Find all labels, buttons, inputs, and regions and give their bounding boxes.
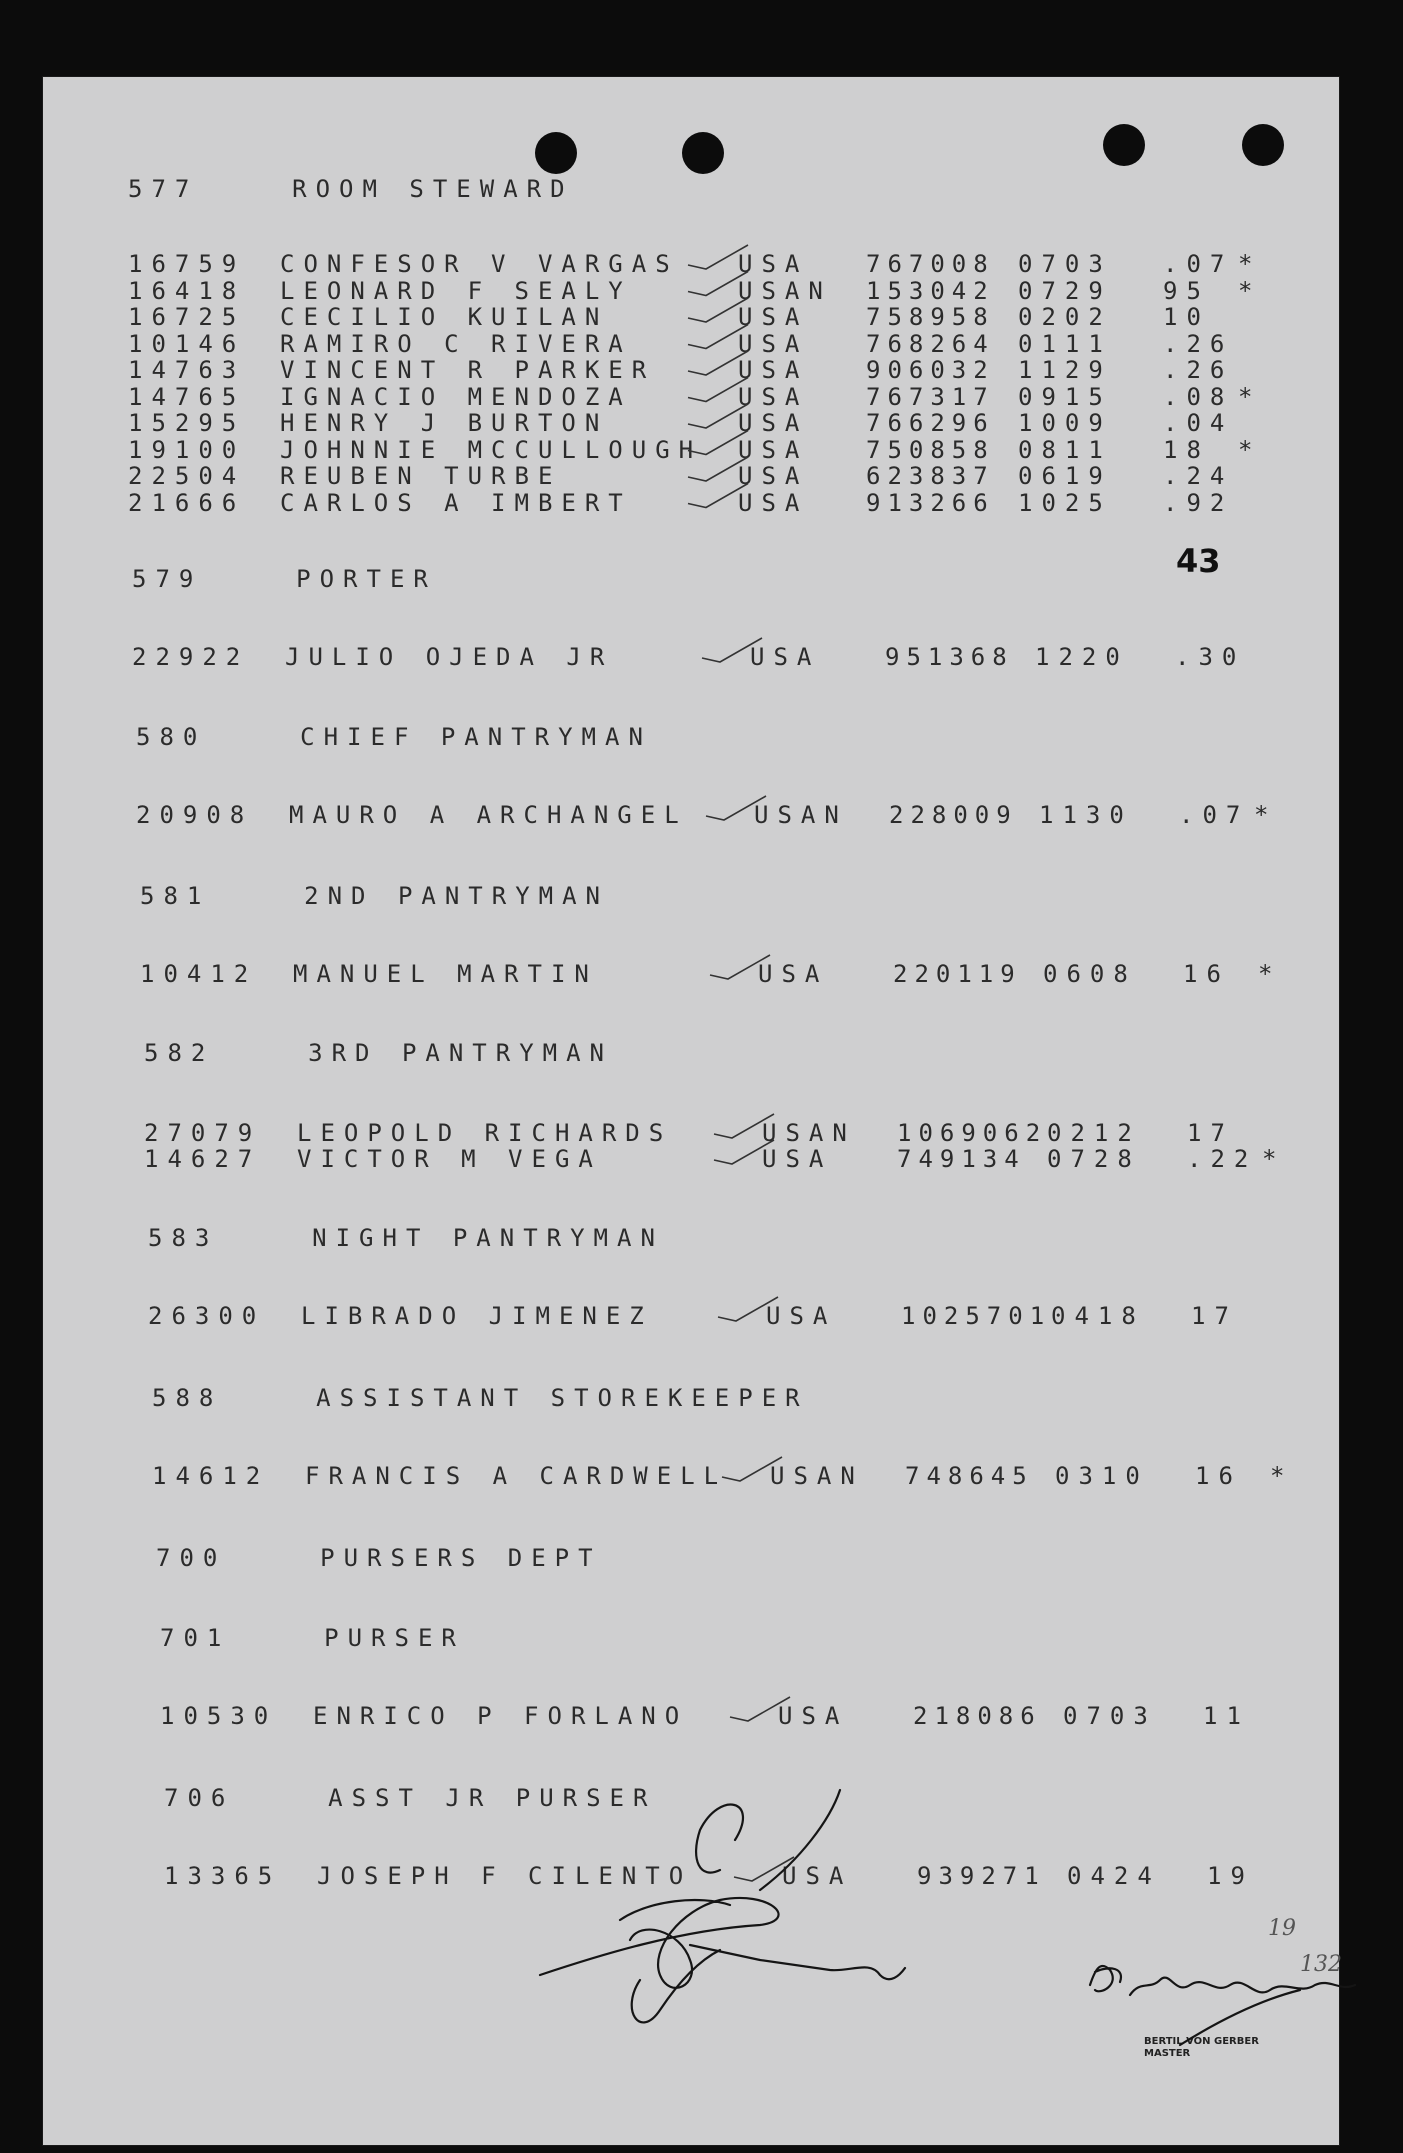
section-heading [140,883,609,909]
crew-wage: .92 [1163,488,1234,517]
crew-nat: USAN [754,801,848,829]
crew-wage: 11 [1203,1702,1250,1730]
master-title-label: MASTER [1144,2048,1191,2059]
crew-id: 14627 [144,1145,262,1173]
crew-id: 10530 [160,1702,278,1730]
crew-id: 22922 [132,643,250,671]
section-code: 706 [164,1784,235,1812]
crew-num: 939271 [917,1862,1046,1890]
crew-nat: USA [766,1302,837,1330]
crew-star: * [1238,435,1262,464]
crew-star: * [1238,276,1262,305]
crew-name: MAURO A ARCHANGEL [289,801,688,829]
punch-hole [535,132,577,174]
crew-wage: 18 [1163,435,1210,464]
crew-id: 22504 [128,462,246,490]
crew-num: 767317 [866,382,995,411]
section-heading [128,176,574,202]
section-title: ASSISTANT STOREKEEPER [316,1384,809,1412]
section-heading [152,1385,809,1411]
crew-star: * [1238,250,1262,278]
crew-num: 153042 [866,276,995,305]
crew-num: 913266 [866,488,995,517]
section-title: ROOM STEWARD [292,175,574,203]
section-heading [164,1785,656,1811]
crew-nat: USA [738,435,809,464]
crew-name: FRANCIS A CARDWELL [305,1462,728,1490]
section-heading [160,1625,465,1651]
crew-star: * [1254,801,1278,829]
crew-nat: USA [738,462,809,490]
crew-num: 767008 [866,250,995,278]
crew-wage: 16 [1183,960,1230,988]
crew-nat: USA [758,960,829,988]
crew-num: 1025701 [901,1302,1052,1330]
crew-date: 0703 [1018,250,1112,278]
crew-nat: USAN [762,1119,856,1147]
crew-num: 228009 [889,801,1018,829]
crew-name: VICTOR M VEGA [297,1145,602,1173]
crew-date: 1130 [1039,801,1133,829]
section-title: PORTER [296,565,437,593]
crew-date: 0608 [1043,960,1137,988]
crew-id: 16418 [128,276,246,305]
crew-date: 0202 [1018,303,1112,331]
crew-wage: .26 [1163,329,1234,358]
section-title: ASST JR PURSER [328,1784,657,1812]
crew-name: RAMIRO C RIVERA [280,329,632,358]
crew-date: 0811 [1018,435,1112,464]
crew-wage: 17 [1191,1302,1238,1330]
section-code: 583 [148,1224,219,1252]
crew-wage: .24 [1163,462,1234,490]
section-title: 3RD PANTRYMAN [308,1039,613,1067]
crew-name: LEONARD F SEALY [280,276,632,305]
crew-id: 14612 [152,1462,270,1490]
crew-date: 0703 [1063,1702,1157,1730]
crew-id: 14763 [128,356,246,384]
page-number: 43 [1176,542,1221,580]
punch-hole [1242,124,1284,166]
crew-nat: USA [738,250,809,278]
crew-wage: 17 [1187,1119,1234,1147]
crew-wage: 95 [1163,276,1210,305]
crew-name: LIBRADO JIMENEZ [301,1302,653,1330]
section-heading [132,566,437,592]
crew-wage: 19 [1207,1862,1254,1890]
crew-name: IGNACIO MENDOZA [280,382,632,411]
section-title: PURSER [324,1624,465,1652]
crew-name: REUBEN TURBE [280,462,562,490]
crew-num: 906032 [866,356,995,384]
crew-wage: .07 [1179,801,1250,829]
crew-name: LEOPOLD RICHARDS [297,1119,673,1147]
crew-id: 16759 [128,250,246,278]
crew-date: 1129 [1018,356,1112,384]
crew-num: 766296 [866,409,995,437]
crew-name: MANUEL MARTIN [293,960,598,988]
crew-wage: .04 [1163,409,1234,437]
crew-date: 0424 [1067,1862,1161,1890]
crew-star: * [1270,1462,1294,1490]
crew-date: 0111 [1018,329,1112,358]
crew-num: 218086 [913,1702,1042,1730]
crew-name: ENRICO P FORLANO [313,1702,689,1730]
master-name-label: BERTIL VON GERBER [1144,2036,1259,2047]
crew-nat: USA [738,488,809,517]
punch-hole [1103,124,1145,166]
crew-nat: USA [738,409,809,437]
crew-name: JOHNNIE MCCULLOUGH [280,435,703,464]
crew-date: 0915 [1018,382,1112,411]
section-title: CHIEF PANTRYMAN [300,723,652,751]
section-code: 582 [144,1039,215,1067]
section-code: 588 [152,1384,223,1412]
crew-date: 1220 [1035,643,1129,671]
crew-name: VINCENT R PARKER [280,356,656,384]
section-heading [136,724,652,750]
crew-date: 0728 [1047,1145,1141,1173]
crew-id: 27079 [144,1119,262,1147]
crew-date: 0310 [1055,1462,1149,1490]
crew-star: * [1262,1145,1286,1173]
crew-name: CECILIO KUILAN [280,303,609,331]
crew-num: 758958 [866,303,995,331]
crew-nat: USA [738,356,809,384]
crew-date: 0212 [1047,1119,1141,1147]
crew-id: 20908 [136,801,254,829]
crew-num: 1069062 [897,1119,1048,1147]
crew-date: 0619 [1018,462,1112,490]
crew-id: 14765 [128,382,246,411]
crew-id: 13365 [164,1862,282,1890]
pen-note: 19 [1268,1916,1296,1941]
crew-name: HENRY J BURTON [280,409,609,437]
section-heading [156,1545,602,1571]
crew-wage: .30 [1175,643,1246,671]
crew-wage: .22 [1187,1145,1258,1173]
crew-num: 220119 [893,960,1022,988]
crew-id: 19100 [128,435,246,464]
crew-num: 749134 [897,1145,1026,1173]
crew-nat: USA [738,303,809,331]
crew-num: 750858 [866,435,995,464]
crew-nat: USAN [770,1462,864,1490]
crew-wage: .07 [1163,250,1234,278]
section-code: 579 [132,565,203,593]
section-code: 701 [160,1624,231,1652]
crew-nat: USA [750,643,821,671]
crew-num: 951368 [885,643,1014,671]
section-title: NIGHT PANTRYMAN [312,1224,664,1252]
crew-wage: 10 [1163,303,1210,331]
crew-id: 10412 [140,960,258,988]
crew-id: 16725 [128,303,246,331]
crew-id: 15295 [128,409,246,437]
crew-id: 21666 [128,488,246,517]
crew-star: * [1258,960,1282,988]
crew-num: 623837 [866,462,995,490]
crew-date: 1025 [1018,488,1112,517]
crew-date: 0729 [1018,276,1112,305]
section-code: 580 [136,723,207,751]
crew-nat: USA [738,382,809,411]
crew-wage: .26 [1163,356,1234,384]
crew-name: CONFESOR V VARGAS [280,250,679,278]
section-heading [144,1040,613,1066]
crew-nat: USA [762,1145,833,1173]
crew-name: CARLOS A IMBERT [280,488,632,517]
section-heading [148,1225,664,1251]
crew-nat: USAN [738,276,832,305]
crew-id: 26300 [148,1302,266,1330]
crew-name: JOSEPH F CILENTO [317,1862,693,1890]
section-title: 2ND PANTRYMAN [304,882,609,910]
crew-num: 768264 [866,329,995,358]
crew-id: 10146 [128,329,246,358]
section-code: 577 [128,175,199,203]
crew-date: 1009 [1018,409,1112,437]
crew-wage: .08 [1163,382,1234,411]
crew-nat: USA [782,1862,853,1890]
section-title: PURSERS DEPT [320,1544,602,1572]
section-code: 700 [156,1544,227,1572]
crew-nat: USA [778,1702,849,1730]
section-code: 581 [140,882,211,910]
crew-star: * [1238,382,1262,411]
crew-name: JULIO OJEDA JR [285,643,614,671]
crew-nat: USA [738,329,809,358]
pen-note: 132 [1300,1952,1342,1977]
crew-date: 0418 [1051,1302,1145,1330]
crew-num: 748645 [905,1462,1034,1490]
punch-hole [682,132,724,174]
crew-wage: 16 [1195,1462,1242,1490]
